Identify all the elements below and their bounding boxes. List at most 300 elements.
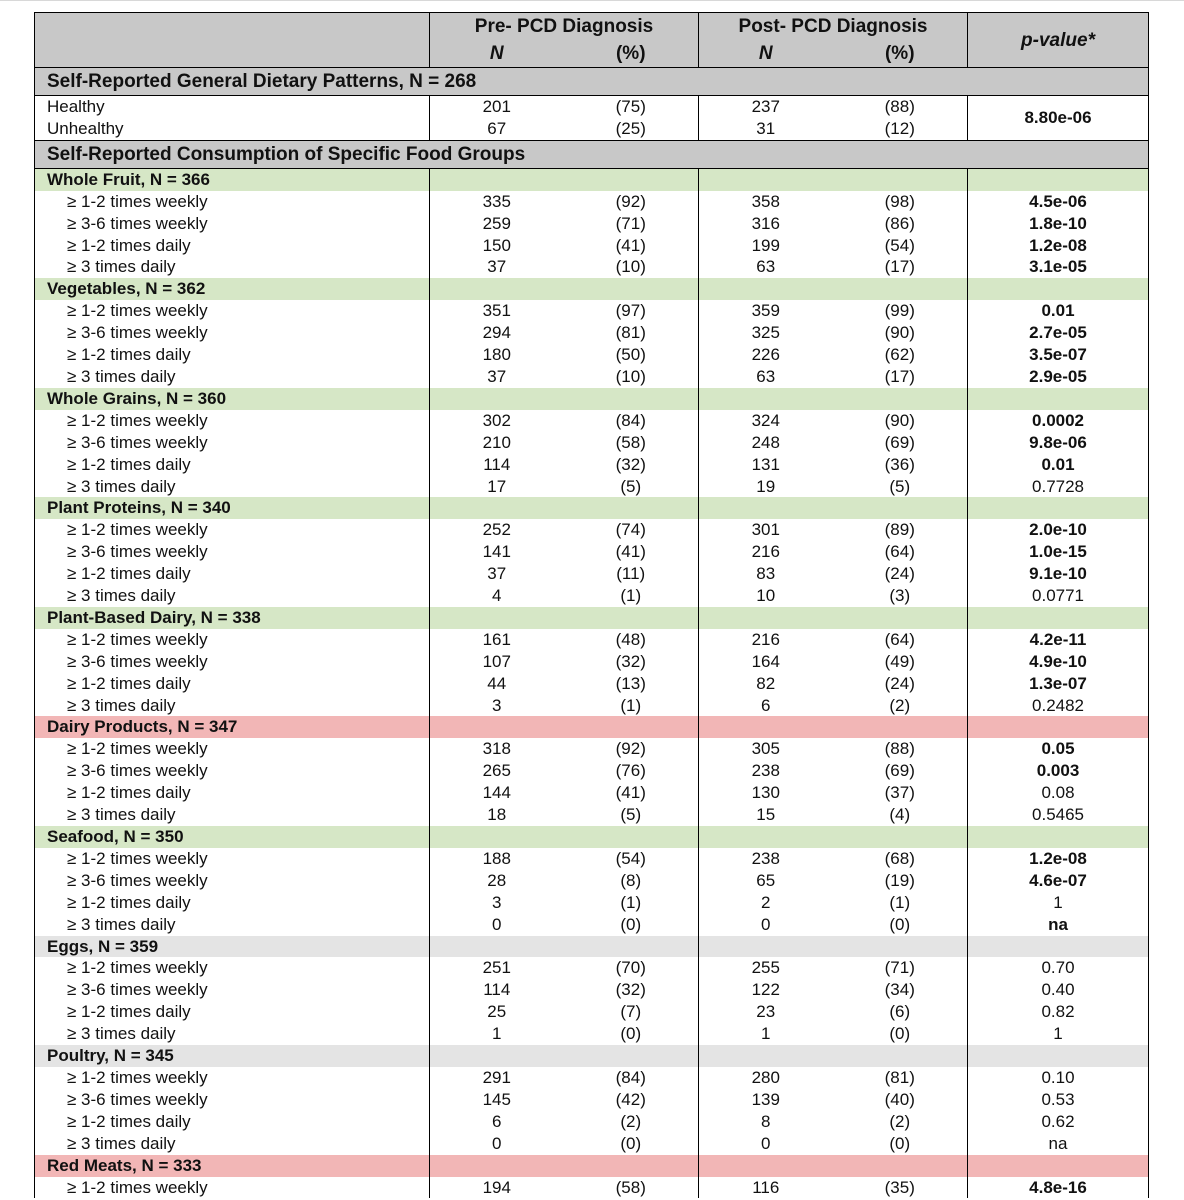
group-filler	[430, 826, 564, 848]
post-n-cell: 316	[699, 213, 833, 235]
pre-n-cell: 252	[430, 519, 564, 541]
pre-pct-cell: (50)	[564, 344, 699, 366]
frequency-label: ≥ 3-6 times weekly	[35, 760, 430, 782]
pre-n-cell: 114	[430, 454, 564, 476]
pvalue-cell: 1.0e-15	[968, 541, 1149, 563]
section-general-title	[35, 68, 1149, 96]
frequency-label: ≥ 1-2 times weekly	[35, 300, 430, 322]
pvalue-cell: 1	[968, 892, 1149, 914]
group-filler	[564, 278, 699, 300]
frequency-label: ≥ 3 times daily	[35, 366, 430, 388]
pvalue-cell: 0.0771	[968, 585, 1149, 607]
post-pct-cell: (24)	[833, 563, 968, 585]
post-pct-cell: (36)	[833, 454, 968, 476]
group-filler	[564, 1045, 699, 1067]
pre-n-cell: 318	[430, 738, 564, 760]
group-filler	[699, 607, 833, 629]
group-filler	[699, 388, 833, 410]
pre-pct-cell: (32)	[564, 651, 699, 673]
frequency-row	[35, 1111, 1149, 1133]
group-filler	[968, 1045, 1149, 1067]
pre-n-cell: 251	[430, 957, 564, 979]
post-pct-cell: (37)	[833, 782, 968, 804]
pre-pct-cell: (32)	[564, 454, 699, 476]
pvalue-cell: 3.1e-05	[968, 256, 1149, 278]
frequency-label: ≥ 3 times daily	[35, 1133, 430, 1155]
pre-pct-cell: (41)	[564, 541, 699, 563]
frequency-label: ≥ 1-2 times weekly	[35, 738, 430, 760]
frequency-label: ≥ 3-6 times weekly	[35, 541, 430, 563]
group-filler	[833, 1155, 968, 1177]
general-pvalue: 8.80e-06	[968, 96, 1149, 141]
post-pct-cell: (64)	[833, 629, 968, 651]
post-pct-cell: (90)	[833, 322, 968, 344]
food-group-row	[35, 497, 1149, 519]
pvalue-cell: 2.0e-10	[968, 519, 1149, 541]
post-pct-cell: (54)	[833, 235, 968, 257]
frequency-row	[35, 848, 1149, 870]
group-filler	[968, 497, 1149, 519]
frequency-label: ≥ 1-2 times weekly	[35, 191, 430, 213]
post-n-cell: 280	[699, 1067, 833, 1089]
food-group-row	[35, 607, 1149, 629]
pre-pct-cell: (84)	[564, 410, 699, 432]
post-pct-cell: (89)	[833, 519, 968, 541]
frequency-label: ≥ 1-2 times daily	[35, 454, 430, 476]
post-n-cell: 82	[699, 673, 833, 695]
pre-pct-cell: (48)	[564, 629, 699, 651]
group-filler	[968, 936, 1149, 958]
group-filler	[968, 278, 1149, 300]
pre-pct-cell: (5)	[564, 804, 699, 826]
group-filler	[430, 388, 564, 410]
pre-n-cell: 44	[430, 673, 564, 695]
post-pct-cell: (69)	[833, 432, 968, 454]
group-filler	[564, 716, 699, 738]
frequency-row	[35, 1067, 1149, 1089]
pre-pct-cell: (8)	[564, 870, 699, 892]
post-pct-cell: (35)	[833, 1177, 968, 1199]
pre-n-cell: 294	[430, 322, 564, 344]
frequency-label: ≥ 1-2 times daily	[35, 1111, 430, 1133]
food-group-title: Red Meats, N = 333	[35, 1155, 430, 1177]
pre-n-cell: 17	[430, 476, 564, 498]
pvalue-cell: 4.6e-07	[968, 870, 1149, 892]
food-group-row	[35, 168, 1149, 190]
post-n-cell: 23	[699, 1001, 833, 1023]
frequency-row	[35, 476, 1149, 498]
frequency-label: ≥ 3-6 times weekly	[35, 870, 430, 892]
pvalue-cell: 0.70	[968, 957, 1149, 979]
frequency-label: ≥ 1-2 times daily	[35, 344, 430, 366]
pre-n-cell: 141	[430, 541, 564, 563]
pre-n-cell: 291	[430, 1067, 564, 1089]
post-pct-cell: (0)	[833, 914, 968, 936]
frequency-row	[35, 914, 1149, 936]
post-n-cell: 248	[699, 432, 833, 454]
pre-pct-cell: (58)	[564, 1177, 699, 1199]
pvalue-cell: 0.82	[968, 1001, 1149, 1023]
post-n-cell: 63	[699, 366, 833, 388]
frequency-row	[35, 870, 1149, 892]
post-n-cell: 238	[699, 760, 833, 782]
pre-pct-cell: (70)	[564, 957, 699, 979]
frequency-row	[35, 519, 1149, 541]
frequency-row	[35, 300, 1149, 322]
pre-pct-cell: (41)	[564, 235, 699, 257]
pvalue-cell: 0.01	[968, 454, 1149, 476]
pre-n-cell: 150	[430, 235, 564, 257]
section-specific-title	[35, 140, 1149, 168]
post-pct-cell: (90)	[833, 410, 968, 432]
food-group-row	[35, 388, 1149, 410]
frequency-row	[35, 804, 1149, 826]
post-pct-cell: (62)	[833, 344, 968, 366]
post-n-cell: 324	[699, 410, 833, 432]
post-pct-cell: (69)	[833, 760, 968, 782]
post-n-cell: 301	[699, 519, 833, 541]
food-group-title: Whole Fruit, N = 366	[35, 168, 430, 190]
frequency-label: ≥ 3-6 times weekly	[35, 979, 430, 1001]
pvalue-cell: 3.5e-07	[968, 344, 1149, 366]
group-filler	[430, 936, 564, 958]
pre-n-cell: 18	[430, 804, 564, 826]
post-pct-cell: (40)	[833, 1089, 968, 1111]
pvalue-cell: 9.8e-06	[968, 432, 1149, 454]
group-filler	[699, 278, 833, 300]
pre-pct-cell: (0)	[564, 1023, 699, 1045]
pre-pct-cell: (58)	[564, 432, 699, 454]
pre-pct-cell: (41)	[564, 782, 699, 804]
pre-n-cell: 37	[430, 563, 564, 585]
food-group-row	[35, 278, 1149, 300]
pvalue-cell: 0.53	[968, 1089, 1149, 1111]
food-group-title: Whole Grains, N = 360	[35, 388, 430, 410]
pre-pct-cell: (1)	[564, 892, 699, 914]
pre-pct-cell: (97)	[564, 300, 699, 322]
frequency-label: ≥ 3 times daily	[35, 476, 430, 498]
group-filler	[833, 278, 968, 300]
pre-n-cell: 1	[430, 1023, 564, 1045]
group-filler	[564, 936, 699, 958]
frequency-label: ≥ 3-6 times weekly	[35, 651, 430, 673]
post-n-header	[699, 40, 833, 68]
section-title-text: Self-Reported Consumption of Specific Food Groups	[47, 143, 526, 165]
frequency-label: ≥ 3 times daily	[35, 804, 430, 826]
frequency-label: ≥ 3 times daily	[35, 695, 430, 717]
frequency-label: ≥ 1-2 times daily	[35, 1001, 430, 1023]
post-pct-cell: (88)	[833, 96, 968, 118]
group-filler	[833, 716, 968, 738]
frequency-label: ≥ 3 times daily	[35, 1023, 430, 1045]
pre-pct-header: (%)	[564, 40, 699, 68]
post-n-cell: 325	[699, 322, 833, 344]
frequency-label: ≥ 3-6 times weekly	[35, 1089, 430, 1111]
post-n-cell: 31	[699, 118, 833, 140]
pvalue-cell: 2.9e-05	[968, 366, 1149, 388]
pvalue-cell: 0.5465	[968, 804, 1149, 826]
frequency-label: ≥ 1-2 times daily	[35, 892, 430, 914]
post-n-cell: 238	[699, 848, 833, 870]
post-pct-cell: (2)	[833, 1111, 968, 1133]
frequency-row	[35, 454, 1149, 476]
group-filler	[430, 607, 564, 629]
post-n-cell: 255	[699, 957, 833, 979]
frequency-label: ≥ 3 times daily	[35, 585, 430, 607]
post-n-cell: 237	[699, 96, 833, 118]
pvalue-cell: 0.40	[968, 979, 1149, 1001]
group-filler	[430, 1045, 564, 1067]
pre-pct-cell: (92)	[564, 738, 699, 760]
frequency-label: ≥ 1-2 times daily	[35, 563, 430, 585]
group-filler	[430, 278, 564, 300]
frequency-row	[35, 957, 1149, 979]
frequency-row	[35, 235, 1149, 257]
pre-pct-cell: (81)	[564, 322, 699, 344]
group-filler	[833, 1045, 968, 1067]
pre-n-header	[430, 40, 564, 68]
frequency-row	[35, 432, 1149, 454]
pre-n-cell: 37	[430, 256, 564, 278]
pre-n-cell: 210	[430, 432, 564, 454]
post-n-cell: 116	[699, 1177, 833, 1199]
frequency-label: ≥ 1-2 times weekly	[35, 848, 430, 870]
post-n-cell: 358	[699, 191, 833, 213]
food-group-title: Vegetables, N = 362	[35, 278, 430, 300]
pvalue-header	[968, 13, 1149, 68]
post-pct-header: (%)	[833, 40, 968, 68]
post-n-cell: 15	[699, 804, 833, 826]
frequency-row	[35, 410, 1149, 432]
pre-n-cell: 3	[430, 695, 564, 717]
row-label: Healthy	[35, 96, 430, 118]
pvalue-cell: 4.5e-06	[968, 191, 1149, 213]
pvalue-header-text: p-value*	[1021, 29, 1095, 51]
dietary-table	[34, 12, 1148, 1198]
pre-diagnosis-header: Pre- PCD Diagnosis	[430, 13, 699, 41]
post-pct-cell: (88)	[833, 738, 968, 760]
post-n-cell: 305	[699, 738, 833, 760]
frequency-row	[35, 1023, 1149, 1045]
group-filler	[699, 168, 833, 190]
group-filler	[564, 1155, 699, 1177]
food-group-row	[35, 826, 1149, 848]
pre-n-cell: 194	[430, 1177, 564, 1199]
pre-pct-cell: (75)	[564, 96, 699, 118]
pre-n-cell: 180	[430, 344, 564, 366]
group-filler	[968, 1155, 1149, 1177]
food-group-title: Plant Proteins, N = 340	[35, 497, 430, 519]
pre-pct-cell: (84)	[564, 1067, 699, 1089]
post-n-cell: 0	[699, 1133, 833, 1155]
post-pct-cell: (98)	[833, 191, 968, 213]
group-filler	[564, 497, 699, 519]
group-filler	[968, 716, 1149, 738]
pre-n-label: N	[489, 43, 504, 64]
frequency-row	[35, 979, 1149, 1001]
frequency-row	[35, 563, 1149, 585]
pre-n-cell: 259	[430, 213, 564, 235]
frequency-row	[35, 673, 1149, 695]
post-n-cell: 226	[699, 344, 833, 366]
pre-n-cell: 144	[430, 782, 564, 804]
frequency-label: ≥ 1-2 times weekly	[35, 1177, 430, 1199]
post-n-cell: 1	[699, 1023, 833, 1045]
pre-pct-cell: (1)	[564, 695, 699, 717]
pvalue-cell: 0.01	[968, 300, 1149, 322]
group-filler	[833, 168, 968, 190]
frequency-row	[35, 344, 1149, 366]
frequency-row	[35, 651, 1149, 673]
section-general	[35, 68, 1149, 96]
frequency-row	[35, 256, 1149, 278]
group-filler	[430, 716, 564, 738]
food-group-title: Seafood, N = 350	[35, 826, 430, 848]
pvalue-cell: 0.003	[968, 760, 1149, 782]
pvalue-cell: 4.2e-11	[968, 629, 1149, 651]
post-pct-cell: (17)	[833, 366, 968, 388]
post-n-cell: 216	[699, 629, 833, 651]
post-n-cell: 6	[699, 695, 833, 717]
top-divider	[0, 0, 1184, 1]
post-n-cell: 2	[699, 892, 833, 914]
post-n-cell: 8	[699, 1111, 833, 1133]
group-filler	[833, 607, 968, 629]
group-filler	[699, 497, 833, 519]
pvalue-cell: na	[968, 1133, 1149, 1155]
group-filler	[564, 168, 699, 190]
pvalue-cell: 4.9e-10	[968, 651, 1149, 673]
frequency-label: ≥ 1-2 times weekly	[35, 957, 430, 979]
pvalue-cell: 1.2e-08	[968, 235, 1149, 257]
frequency-label: ≥ 3-6 times weekly	[35, 432, 430, 454]
group-filler	[430, 497, 564, 519]
post-pct-cell: (24)	[833, 673, 968, 695]
frequency-label: ≥ 3 times daily	[35, 914, 430, 936]
post-pct-cell: (4)	[833, 804, 968, 826]
post-n-cell: 83	[699, 563, 833, 585]
header-row-1	[35, 13, 1149, 41]
post-n-cell: 10	[699, 585, 833, 607]
pre-pct-cell: (32)	[564, 979, 699, 1001]
pre-pct-cell: (92)	[564, 191, 699, 213]
food-group-row	[35, 716, 1149, 738]
pvalue-cell: na	[968, 914, 1149, 936]
post-pct-cell: (68)	[833, 848, 968, 870]
pre-pct-cell: (7)	[564, 1001, 699, 1023]
frequency-row	[35, 1177, 1149, 1199]
frequency-row	[35, 191, 1149, 213]
general-row	[35, 96, 1149, 118]
pre-n-cell: 161	[430, 629, 564, 651]
post-pct-cell: (81)	[833, 1067, 968, 1089]
group-filler	[699, 716, 833, 738]
pre-n-cell: 0	[430, 914, 564, 936]
pvalue-cell: 2.7e-05	[968, 322, 1149, 344]
frequency-label: ≥ 1-2 times weekly	[35, 519, 430, 541]
pre-n-cell: 114	[430, 979, 564, 1001]
frequency-label: ≥ 1-2 times daily	[35, 782, 430, 804]
post-pct-cell: (86)	[833, 213, 968, 235]
post-n-cell: 122	[699, 979, 833, 1001]
pre-pct-cell: (5)	[564, 476, 699, 498]
pvalue-cell: 1.2e-08	[968, 848, 1149, 870]
pre-pct-cell: (10)	[564, 366, 699, 388]
frequency-row	[35, 782, 1149, 804]
frequency-row	[35, 585, 1149, 607]
pre-pct-cell: (13)	[564, 673, 699, 695]
post-pct-cell: (34)	[833, 979, 968, 1001]
frequency-row	[35, 541, 1149, 563]
pre-n-cell: 3	[430, 892, 564, 914]
group-filler	[699, 1155, 833, 1177]
frequency-row	[35, 322, 1149, 344]
post-n-cell: 216	[699, 541, 833, 563]
pre-n-cell: 4	[430, 585, 564, 607]
pre-n-cell: 188	[430, 848, 564, 870]
pre-n-cell: 351	[430, 300, 564, 322]
pre-pct-cell: (74)	[564, 519, 699, 541]
pre-pct-cell: (71)	[564, 213, 699, 235]
food-group-row	[35, 1155, 1149, 1177]
frequency-row	[35, 695, 1149, 717]
pvalue-cell: 0.2482	[968, 695, 1149, 717]
frequency-row	[35, 892, 1149, 914]
pvalue-cell: 0.0002	[968, 410, 1149, 432]
pvalue-cell: 0.08	[968, 782, 1149, 804]
post-n-cell: 139	[699, 1089, 833, 1111]
post-pct-cell: (17)	[833, 256, 968, 278]
pvalue-cell: 4.8e-16	[968, 1177, 1149, 1199]
food-group-title: Dairy Products, N = 347	[35, 716, 430, 738]
post-pct-cell: (0)	[833, 1023, 968, 1045]
post-n-label: N	[758, 43, 773, 64]
post-n-cell: 130	[699, 782, 833, 804]
frequency-row	[35, 213, 1149, 235]
post-pct-cell: (0)	[833, 1133, 968, 1155]
food-group-title: Eggs, N = 359	[35, 936, 430, 958]
pre-n-cell: 107	[430, 651, 564, 673]
pre-n-cell: 67	[430, 118, 564, 140]
row-label: Unhealthy	[35, 118, 430, 140]
pre-n-cell: 28	[430, 870, 564, 892]
post-pct-cell: (1)	[833, 892, 968, 914]
pre-pct-cell: (76)	[564, 760, 699, 782]
group-filler	[833, 497, 968, 519]
post-n-cell: 0	[699, 914, 833, 936]
frequency-label: ≥ 1-2 times weekly	[35, 1067, 430, 1089]
group-filler	[968, 168, 1149, 190]
frequency-row	[35, 1133, 1149, 1155]
group-filler	[430, 1155, 564, 1177]
section-specific	[35, 140, 1149, 168]
pre-pct-cell: (11)	[564, 563, 699, 585]
group-filler	[968, 826, 1149, 848]
pre-pct-cell: (0)	[564, 1133, 699, 1155]
frequency-label: ≥ 3-6 times weekly	[35, 322, 430, 344]
pvalue-cell: 0.62	[968, 1111, 1149, 1133]
pvalue-cell: 0.7728	[968, 476, 1149, 498]
group-filler	[833, 388, 968, 410]
pre-n-cell: 201	[430, 96, 564, 118]
post-n-cell: 359	[699, 300, 833, 322]
pre-pct-cell: (54)	[564, 848, 699, 870]
group-filler	[430, 168, 564, 190]
frequency-label: ≥ 3 times daily	[35, 256, 430, 278]
post-pct-cell: (5)	[833, 476, 968, 498]
pre-pct-cell: (10)	[564, 256, 699, 278]
group-filler	[564, 388, 699, 410]
